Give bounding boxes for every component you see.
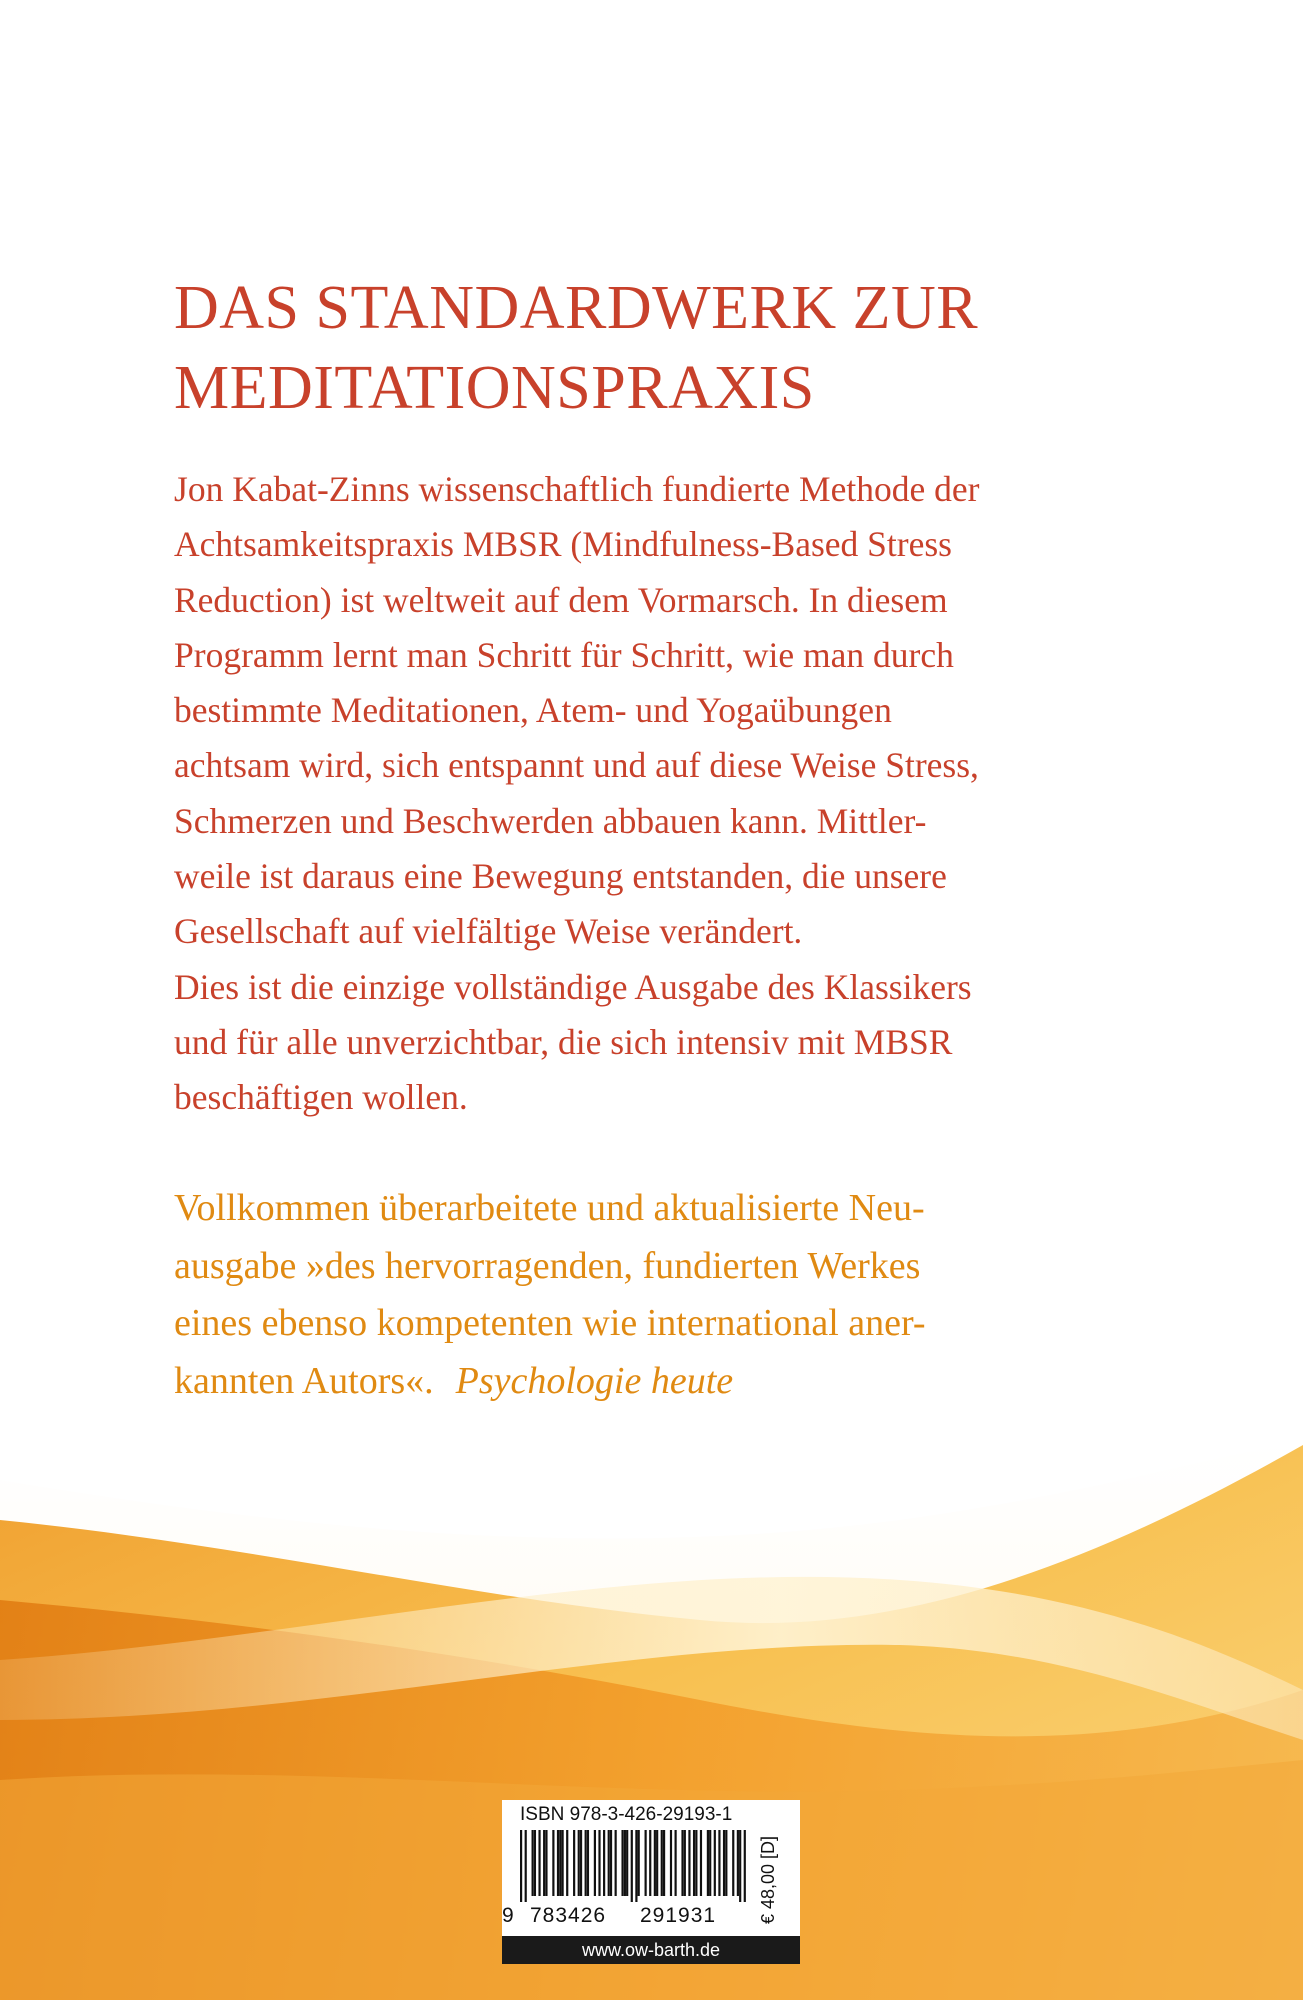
barcode-bar — [598, 1830, 600, 1896]
barcode-bar — [714, 1830, 716, 1896]
barcode-bar — [594, 1830, 596, 1896]
barcode-bar — [737, 1830, 739, 1896]
review-last-line — [174, 1353, 1174, 1411]
barcode-bar — [635, 1830, 637, 1902]
review-line: eines ebenso kompetenten wie international aner- — [174, 1302, 926, 1344]
publisher-url: www.ow-barth.de — [502, 1936, 800, 1964]
barcode-bar — [559, 1830, 561, 1896]
barcode-bar — [543, 1830, 545, 1896]
barcode-digit-lead: 9 — [502, 1904, 515, 1927]
barcode-bar — [654, 1830, 656, 1896]
barcode-bar — [562, 1830, 564, 1896]
barcode-bar — [693, 1830, 695, 1896]
isbn-label: ISBN 978-3-426-29193-1 — [520, 1804, 733, 1825]
barcode-bar — [670, 1830, 672, 1896]
barcode-bar — [532, 1830, 534, 1896]
barcode-bar — [695, 1830, 697, 1896]
heading — [174, 268, 1174, 428]
description-line: beschäftigen wollen. — [174, 1077, 468, 1118]
barcode-bar — [557, 1830, 559, 1896]
barcode-bar — [725, 1830, 727, 1896]
barcode-bar — [709, 1830, 711, 1896]
barcode-bar — [534, 1830, 536, 1896]
barcode-bar — [723, 1830, 725, 1896]
barcode-bar — [739, 1830, 741, 1902]
barcode-bar — [525, 1830, 527, 1902]
barcode-bar — [744, 1830, 746, 1902]
description-line: weile ist daraus eine Bewegung entstanden, die unsere — [174, 856, 947, 897]
barcode-bar — [587, 1830, 589, 1896]
barcode-bar — [649, 1830, 651, 1896]
review-line: kannten Autors«. — [174, 1359, 434, 1402]
barcode-bar — [603, 1830, 605, 1896]
barcode-bar — [631, 1830, 633, 1902]
description-line: Dies ist die einzige vollständige Ausgabe des Klassikers — [174, 966, 972, 1007]
description-line: achtsam wird, sich entspannt und auf diese Weise Stress, — [174, 745, 979, 786]
barcode-bar — [580, 1830, 582, 1896]
barcode-bar — [552, 1830, 554, 1896]
heading-line-2: MEDITATIONSPRAXIS — [174, 354, 815, 422]
description-line: bestimmte Meditationen, Atem- und Yogaübungen — [174, 690, 892, 731]
review-quote — [174, 1180, 1174, 1410]
barcode-bar — [545, 1830, 547, 1896]
barcode-bar — [700, 1830, 702, 1896]
barcode-bar — [663, 1830, 665, 1896]
barcode-bar — [626, 1830, 628, 1896]
barcode-bar — [578, 1830, 580, 1896]
description-line: und für alle unverzichtbar, die sich intensiv mit MBSR — [174, 1021, 953, 1062]
barcode-bar — [585, 1830, 587, 1896]
review-source: Psychologie heute — [455, 1359, 734, 1402]
review-line: Vollkommen überarbeitete und aktualisierte Neu- — [174, 1187, 925, 1229]
barcode-bar — [520, 1830, 522, 1902]
barcode-bar — [661, 1830, 663, 1896]
barcode-bar — [621, 1830, 623, 1896]
description-line: Jon Kabat-Zinns wissenschaftlich fundierte Methode der — [174, 469, 980, 509]
barcode-bar — [684, 1830, 686, 1896]
barcode-bar — [573, 1830, 575, 1896]
review-line: ausgabe »des hervorragenden, fundierten Werkes — [174, 1244, 921, 1287]
description-line: Gesellschaft auf vielfältige Weise verändert. — [174, 911, 803, 952]
barcode-bar — [566, 1830, 568, 1896]
description-line: Reduction) ist weltweit auf dem Vormarsch. In diesem — [174, 579, 948, 620]
barcode-digit-group-1: 783426 — [530, 1904, 607, 1927]
barcode-bar — [624, 1830, 626, 1896]
description — [174, 462, 1174, 1126]
barcode-bar — [732, 1830, 734, 1896]
heading-line-1: DAS STANDARDWERK ZUR — [174, 274, 979, 342]
barcode-bar — [656, 1830, 658, 1896]
barcode-bar — [675, 1830, 677, 1896]
description-line: Achtsamkeitspraxis MBSR (Mindfulness-Based Stress — [174, 524, 953, 565]
barcode-bar — [615, 1830, 617, 1896]
price-label: € 48,00 [D] — [758, 1835, 778, 1925]
barcode-bar — [538, 1830, 540, 1896]
barcode-bar — [707, 1830, 709, 1896]
barcode-bar — [718, 1830, 720, 1896]
barcode-bar — [688, 1830, 690, 1896]
description-line: Schmerzen und Beschwerden abbauen kann. Mittler- — [174, 800, 927, 841]
barcode-bar — [610, 1830, 612, 1896]
barcode-bar — [645, 1830, 647, 1896]
barcode-bar — [608, 1830, 610, 1896]
description-line: Programm lernt man Schritt für Schritt, wie man durch — [174, 634, 954, 675]
barcode-bars — [520, 1830, 746, 1902]
barcode-digit-group-2: 291931 — [640, 1904, 717, 1927]
barcode-bar — [681, 1830, 683, 1896]
barcode-bar — [638, 1830, 640, 1896]
